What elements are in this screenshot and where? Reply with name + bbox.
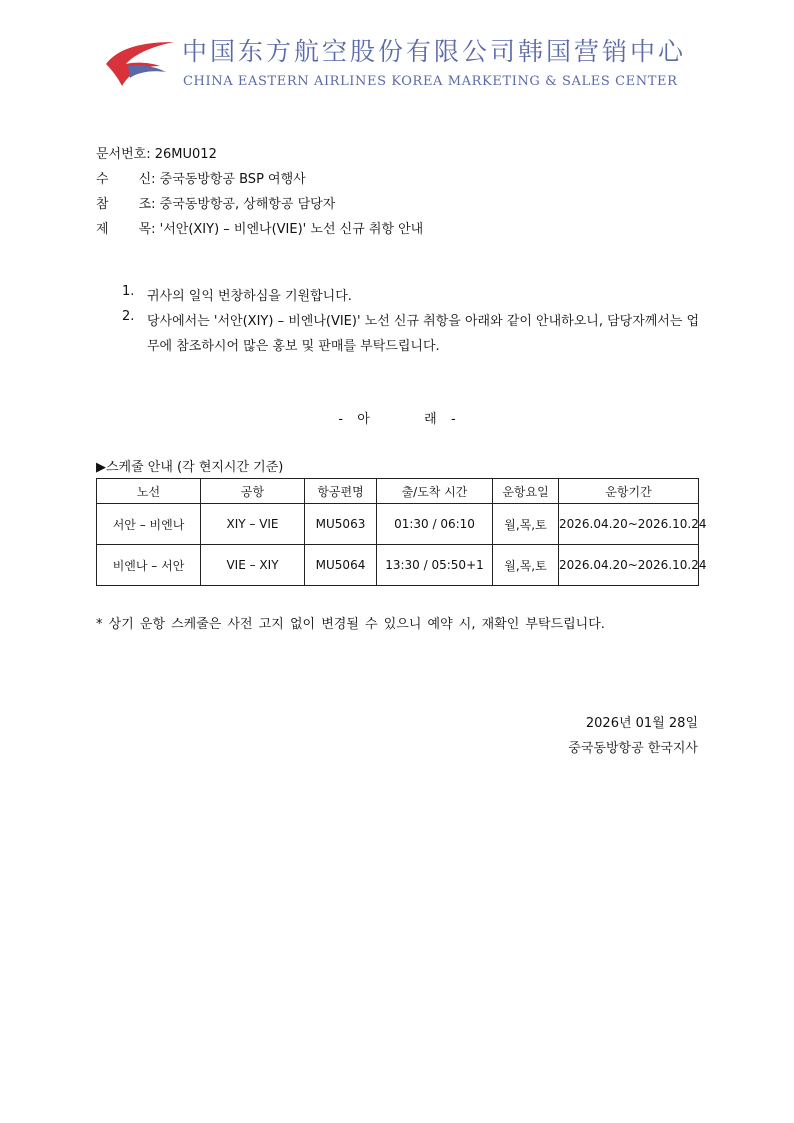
letterhead [104,30,694,98]
body-item-number: 1. [122,284,135,299]
body-item-2 [122,309,702,359]
column-header-flight: 항공편명 [305,479,377,504]
column-header-route: 노선 [97,479,201,504]
reference-label-2: 조 [138,197,152,212]
sender-name: 중국동방항공 한국지사 [568,741,698,756]
recipient-value: 중국동방항공 BSP 여행사 [159,172,306,187]
table-row [97,504,699,545]
section-title [0,408,794,427]
cell-route: 비엔나 – 서안 [97,545,201,586]
cell-flight: MU5063 [305,504,377,545]
reference-label-1: 참 [96,197,109,212]
schedule-table [96,478,707,586]
doc-number-value: 26MU012 [154,147,217,162]
doc-number-line: 문서번호: 26MU012 [96,147,217,162]
table-header-row [97,479,699,504]
body-item-number: 2. [122,309,135,324]
cell-period: 2026.04.20~2026.10.24 [559,504,699,545]
body-item-text: 당사에서는 '서안(XIY) – 비엔나(VIE)' 노선 신규 취항을 아래와 같이 안내하오니, 담당자께서는 업무에 참조하시어 많은 홍보 및 판매를 부탁드립니다. [147,314,700,354]
document-date: 2026년 01월 28일 [585,716,698,731]
subject-label-1: 제 [96,222,109,237]
body-item-text: 귀사의 일익 번창하심을 기원합니다. [147,289,352,304]
subject-line: 제 목: '서안(XIY) – 비엔나(VIE)' 노선 신규 취항 안내 [96,222,424,237]
letterhead-title-en: CHINA EASTERN AIRLINES KOREA MARKETING & SALES CENTER [183,74,678,89]
letterhead-title-cn: 中国东方航空股份有限公司韩国营销中心 [182,37,687,66]
subject-label-2: 목 [138,222,152,237]
section-word-1: 아 [357,412,370,427]
recipient-line: 수 신: 중국동방항공 BSP 여행사 [96,172,306,187]
reference-line: 참 조: 중국동방항공, 상해항공 담당자 [96,197,336,212]
column-header-airport: 공항 [201,479,305,504]
table-row [97,545,699,586]
cell-times: 13:30 / 05:50+1 [377,545,493,586]
recipient-label-2: 신 [138,172,152,187]
schedule-note: * 상기 운항 스케줄은 사전 고지 없이 변경될 수 있으니 예약 시, 재확인 부탁드립니다. [96,617,605,632]
cell-airport: VIE – XIY [201,545,305,586]
cell-route: 서안 – 비엔나 [97,504,201,545]
column-header-days: 운항요일 [493,479,559,504]
column-header-period: 운항기간 [559,479,699,504]
doc-number-label: 문서번호 [96,147,147,162]
column-header-times: 출/도착 시간 [377,479,493,504]
cell-days: 월,목,토 [493,504,559,545]
section-dash-right: - [450,412,456,427]
cell-days: 월,목,토 [493,545,559,586]
cell-flight: MU5064 [305,545,377,586]
cell-times: 01:30 / 06:10 [377,504,493,545]
reference-value: 중국동방항공, 상해항공 담당자 [159,197,336,212]
subject-value: '서안(XIY) – 비엔나(VIE)' 노선 신규 취항 안내 [159,222,424,237]
cell-period: 2026.04.20~2026.10.24 [559,545,699,586]
swallow-logo-icon [104,36,176,92]
body-item-1 [122,284,702,309]
section-dash-left: - [338,412,344,427]
section-word-2: 래 [424,412,437,427]
schedule-label: ▶스케줄 안내 (각 현지시간 기준) [96,460,284,475]
cell-airport: XIY – VIE [201,504,305,545]
recipient-label-1: 수 [96,172,109,187]
